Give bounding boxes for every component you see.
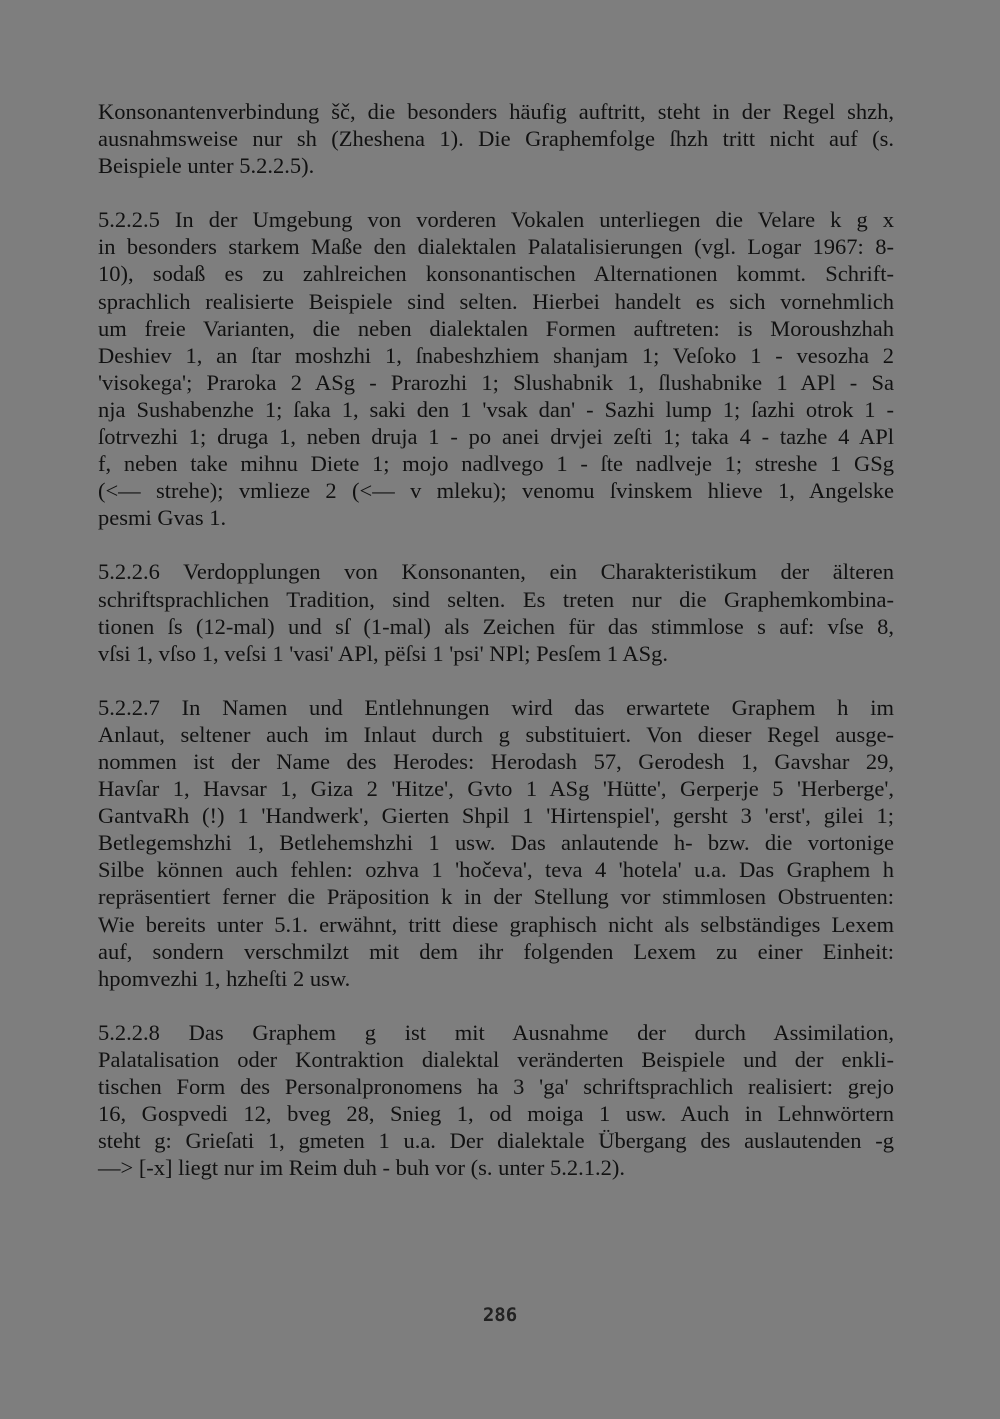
paragraph-5-2-2-6 (98, 558, 894, 666)
text-line: Konsonantenverbindung šč, die besonders häufig auftritt, steht in der Regel shzh, (98, 99, 894, 124)
paragraph-5-2-2-5 (98, 206, 894, 531)
text-line: 5.2.2.5 In der Umgebung von vorderen Vokalen unterliegen die Velare k g x (98, 207, 894, 233)
text-line: Silbe können auch fehlen: ozhva 1 'hočeva', teva 4 'hotela' u.a. Das Graphem h (98, 857, 894, 883)
text-line: um freie Varianten, die neben dialektalen Formen auftreten: is Moroushzhah (98, 315, 894, 341)
text-line: tionen ſs (12-mal) und sſ (1-mal) als Zeichen für das stimmlose s auf: vſse 8, (98, 613, 894, 639)
text-line: —> [-x] liegt nur im Reim duh - buh vor (s. unter 5.2.1.2). (98, 1155, 625, 1181)
text-line: nja Sushabenzhe 1; ſaka 1, saki den 1 'vsak dan' - Sazhi lump 1; ſazhi otrok 1 - (98, 396, 894, 422)
text-line: ausnahmsweise nur sh (Zheshena 1). Die Graphemfolge ſhzh tritt nicht auf (s. (98, 126, 894, 152)
text-line: in besonders starkem Maße den dialektalen Palatalisierungen (vgl. Logar 1967: 8- (98, 234, 894, 260)
text-line: vſsi 1, vſso 1, veſsi 1 'vasi' APl, pëſsi 1 'psi' NPl; Pesſem 1 ASg. (98, 640, 669, 666)
text-line: auf, sondern verschmilzt mit dem ihr folgenden Lexem zu einer Einheit: (98, 938, 894, 964)
text-line: ſotrvezhi 1; druga 1, neben druja 1 - po anei drvjei zeſti 1; taka 4 - tazhe 4 APl (98, 424, 894, 450)
paragraph-intro (98, 98, 894, 179)
text-line: 5.2.2.7 In Namen und Entlehnungen wird das erwartete Graphem h im (98, 694, 894, 720)
text-line: Deshiev 1, an ſtar moshzhi 1, ſnabeshzhiem shanjam 1; Veſoko 1 - vesozha 2 (98, 342, 894, 368)
paragraph-5-2-2-8 (98, 1019, 894, 1182)
text-line: sprachlich realisierte Beispiele sind selten. Hierbei handelt es sich vornehmlich (98, 288, 894, 314)
text-line: Anlaut, seltener auch im Inlaut durch g substituiert. Von dieser Regel ausge- (98, 721, 894, 747)
text-line: 16, Gospvedi 12, bveg 28, Snieg 1, od moiga 1 usw. Auch in Lehnwörtern (98, 1101, 894, 1127)
body-text (98, 98, 894, 1208)
text-line: Beispiele unter 5.2.2.5). (98, 153, 315, 179)
text-line: schriftsprachlichen Tradition, sind selten. Es treten nur die Graphemkombina- (98, 586, 894, 612)
page-number: 286 (482, 1304, 518, 1326)
text-line: Havſar 1, Havsar 1, Giza 2 'Hitze', Gvto 1 ASg 'Hütte', Gerperje 5 'Herberge', (98, 776, 894, 802)
text-line: tischen Form des Personalpronomens ha 3 'ga' schriftsprachlich realisiert: grejo (98, 1074, 894, 1099)
text-line: (<— strehe); vmlieze 2 (<— v mleku); venomu ſvinskem hlieve 1, Angelske (98, 478, 894, 504)
text-line: 5.2.2.6 Verdopplungen von Konsonanten, ein Charakteristikum der älteren (98, 559, 894, 585)
text-line: Palatalisation oder Kontraktion dialektal veränderten Beispiele und der enkli- (98, 1046, 894, 1072)
text-line: hpomvezhi 1, hzheſti 2 usw. (98, 965, 351, 991)
text-line: f, neben take mihnu Diete 1; mojo nadlvego 1 - ſte nadlveje 1; streshe 1 GSg (98, 451, 894, 477)
text-line: 10), sodaß es zu zahlreichen konsonantischen Alternationen kommt. Schrift- (98, 261, 894, 287)
text-line: Betlegemshzhi 1, Betlehemshzhi 1 usw. Das anlautende h- bzw. die vortonige (98, 830, 894, 856)
paragraph-5-2-2-7 (98, 694, 894, 992)
text-line: steht g: Grieſati 1, gmeten 1 u.a. Der dialektale Übergang des auslautenden -g (98, 1128, 894, 1154)
text-line: 'visokega'; Praroka 2 ASg - Prarozhi 1; Slushabnik 1, ſlushabnike 1 APl - Sa (98, 369, 894, 395)
text-line: repräsentiert ferner die Präposition k in der Stellung vor stimmlosen Obstruenten: (98, 884, 894, 910)
text-line: nommen ist der Name des Herodes: Herodash 57, Gerodesh 1, Gavshar 29, (98, 748, 894, 774)
text-line: Wie bereits unter 5.1. erwähnt, tritt diese graphisch nicht als selbständiges Lexem (98, 911, 894, 937)
text-line: 5.2.2.8 Das Graphem g ist mit Ausnahme der durch Assimilation, (98, 1019, 894, 1045)
text-line: GantvaRh (!) 1 'Handwerk', Gierten Shpil 1 'Hirtenspiel', gersht 3 'erst', gilei 1; (98, 803, 894, 829)
text-line: pesmi Gvas 1. (98, 505, 227, 531)
